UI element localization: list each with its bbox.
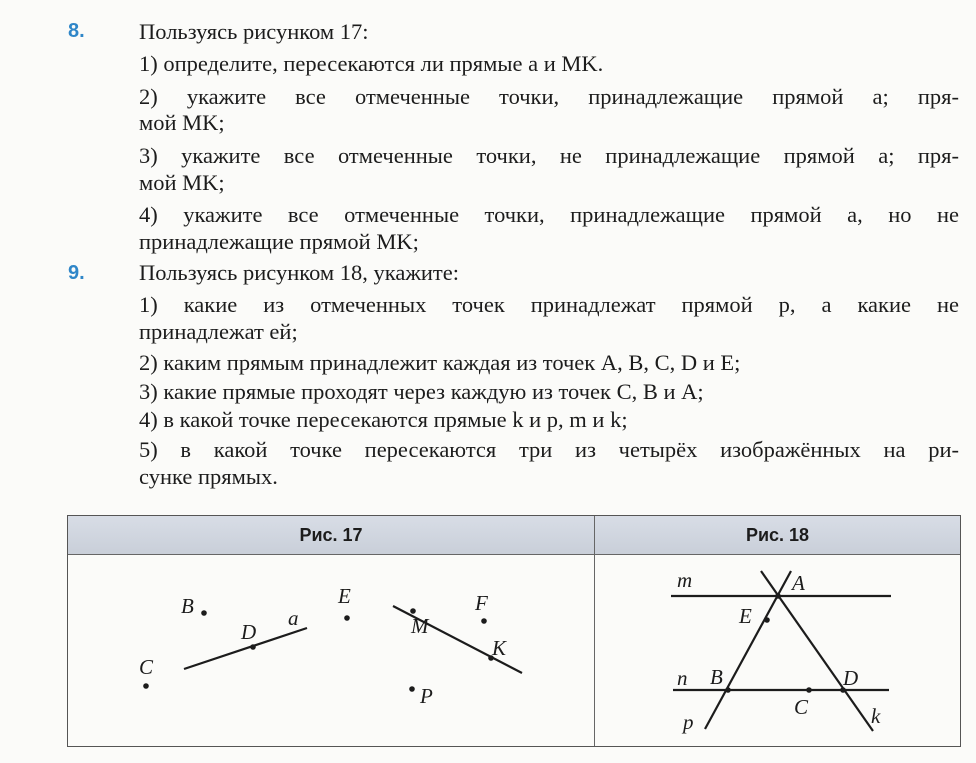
task-9-q3: 3) какие прямые проходят через каждую из точек C, B и A; <box>139 379 704 404</box>
label-f: F <box>475 591 488 615</box>
label-d: D <box>241 620 257 644</box>
point-a <box>775 593 781 599</box>
label-e: E <box>338 584 351 608</box>
point-b <box>201 610 207 616</box>
point-c <box>806 687 812 693</box>
label-b: B <box>710 665 723 689</box>
point-p <box>409 686 415 692</box>
task-8-q4-line2: принадлежащие прямой MK; <box>139 229 419 254</box>
fig17-caption: Рис. 17 <box>68 516 594 555</box>
fig17-diagram <box>68 556 594 746</box>
task-8-q2-line2: мой MK; <box>139 110 225 135</box>
task-9-number: 9. <box>68 262 85 284</box>
label-m: M <box>411 614 429 638</box>
task-9-q5-line2: сунке прямых. <box>139 464 278 489</box>
label-p: p <box>683 710 694 734</box>
point-e <box>764 617 770 623</box>
label-k: K <box>492 636 507 660</box>
label-a: a <box>288 606 299 630</box>
task-8-q3-line2: мой MK; <box>139 170 225 195</box>
task-8-intro: Пользуясь рисунком 17: <box>139 19 369 44</box>
point-f <box>481 618 487 624</box>
point-c <box>143 683 149 689</box>
label-c: C <box>794 695 809 719</box>
point-m <box>410 608 416 614</box>
label-b: B <box>181 594 194 618</box>
label-m: m <box>677 568 693 592</box>
label-n: n <box>677 666 688 690</box>
point-e <box>344 615 350 621</box>
task-8-q1: 1) определите, пересекаются ли прямые a и MK. <box>139 51 604 76</box>
label-e: E <box>739 604 752 628</box>
point-b <box>725 687 731 693</box>
label-c: C <box>139 655 154 679</box>
task-9-q5-line1: 5) в какой точке пересекаются три из четырёх изображённых на ри- <box>139 437 959 462</box>
task-9-intro: Пользуясь рисунком 18, укажите: <box>139 260 459 285</box>
label-d: D <box>843 666 859 690</box>
label-p: P <box>420 684 433 708</box>
point-d <box>250 644 256 650</box>
task-8-q2-line1: 2) укажите все отмеченные точки, принадлежащие прямой a; пря- <box>139 84 959 109</box>
label-k: k <box>871 704 881 728</box>
fig18-diagram <box>595 556 960 746</box>
fig18-caption: Рис. 18 <box>595 516 960 555</box>
figures-table <box>67 515 961 747</box>
task-8-q4-line1: 4) укажите все отмеченные точки, принадлежащие прямой a, но не <box>139 202 959 227</box>
task-9-q1-line2: принадлежат ей; <box>139 319 298 344</box>
task-8-number: 8. <box>68 20 85 42</box>
task-9-q1-line1: 1) какие из отмеченных точек принадлежат прямой p, а какие не <box>139 292 959 317</box>
label-a: A <box>792 571 805 595</box>
task-9-q2: 2) каким прямым принадлежит каждая из точек A, B, C, D и E; <box>139 350 741 375</box>
task-9-q4: 4) в какой точке пересекаются прямые k и p, m и k; <box>139 407 628 432</box>
task-8-q3-line1: 3) укажите все отмеченные точки, не принадлежащие прямой a; пря- <box>139 143 959 168</box>
